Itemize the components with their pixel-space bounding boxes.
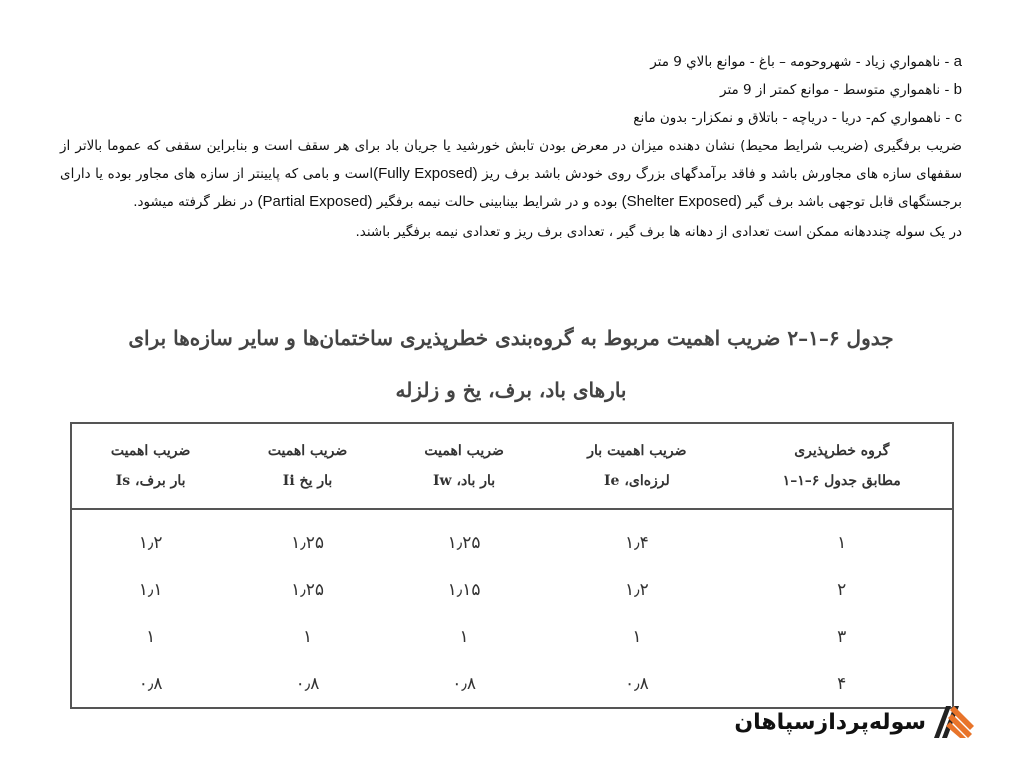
- header-wind-factor: ضریب اهمیت بار باد، Iw: [386, 423, 543, 509]
- table-cell: ۱٫۲۵: [291, 579, 324, 600]
- table-cell: ۱: [632, 626, 642, 647]
- content-text: [60, 48, 962, 246]
- table-cell: ۱٫۲: [625, 579, 649, 600]
- term-partial-exposed: (Partial Exposed): [257, 193, 373, 210]
- table-cell: ۱٫۱۵: [447, 579, 481, 600]
- table-cell: ۱٫۱: [138, 579, 163, 600]
- logo-stripes-icon: [932, 702, 976, 742]
- table-row: [71, 566, 953, 613]
- table-cell: ۳: [837, 626, 847, 647]
- table-row: [71, 509, 953, 566]
- table-caption-line2: بارهای باد، برف، یخ و زلزله: [395, 378, 627, 402]
- table-cell: ۲: [837, 579, 847, 600]
- table-cell: ۱: [459, 626, 469, 647]
- importance-factor-table: [70, 422, 954, 709]
- logo-text: سوله‌پردازسپاهان: [734, 709, 926, 735]
- table-cell: ۱٫۲: [138, 532, 163, 553]
- table-cell: ۱٫۲۵: [447, 532, 481, 553]
- exposure-paragraph: [60, 132, 962, 216]
- multi-span-note: در یک سوله چنددهانه ممکن است تعدادی از دهانه ها برف گیر ، تعدادی برف ریز و تعدادی نیمه برفگیر باشند.: [355, 224, 962, 240]
- importance-factor-table-figure: [66, 322, 956, 694]
- item-text: - ناهمواري زياد - شهروحومه – باغ - موانع بالاي 9 متر: [650, 54, 954, 70]
- table-cell: ۰٫۸: [452, 673, 476, 694]
- item-letter: c: [954, 109, 962, 126]
- paragraph-text: در نظر گرفته میشود.: [133, 194, 258, 210]
- table-cell: ۰٫۸: [625, 673, 649, 694]
- paragraph-text: بوده و در شرایط بینابینی حالت نیمه برفگیر: [372, 194, 622, 210]
- item-text: - ناهمواري كم- دريا - درياچه - باتلاق و نمكزار- بدون مانع: [633, 110, 955, 126]
- header-ice-factor: ضریب اهمیت بار یخ Ii: [229, 423, 386, 509]
- table-caption: جدول ۶–۱–۲ ضریب اهمیت مربوط به گروه‌بندی خطرپذیری ساختمان‌ها و سایر سازه‌ها برای: [128, 326, 894, 350]
- table-header-row: [71, 423, 953, 509]
- item-letter: b: [953, 81, 962, 98]
- header-risk-category: گروه خطرپذیری مطابق جدول ۶–۱–۱: [731, 423, 953, 509]
- term-fully-exposed: (Fully Exposed): [373, 165, 478, 182]
- table-row: [71, 613, 953, 660]
- table-cell: ۱٫۴: [625, 532, 649, 553]
- roughness-item-c: [60, 104, 962, 132]
- company-logo: [734, 700, 976, 744]
- table-cell: ۰٫۸: [295, 673, 320, 694]
- table-cell: ۱: [146, 626, 156, 647]
- table-cell: ۱: [837, 532, 847, 553]
- header-seismic-factor: ضریب اهمیت بار لرزه‌ای، Ie: [542, 423, 731, 509]
- paragraph-text: ضریب برفگیری (ضریب شرایط محیط) نشان دهنده میزان در معرض بودن تابش خورشید یا جریان باد برای هر سقف است و بنابراین سقفی که عموما بالاتر از سقفهای سازه های مجاورش باشد و فاقد برآمدگهای بزرگ روی خودش باشد برف ریز: [60, 138, 962, 182]
- roughness-item-a: [60, 48, 962, 76]
- table-cell: ۱: [302, 626, 313, 647]
- table-cell: ۰٫۸: [138, 673, 163, 694]
- term-shelter-exposed: (Shelter Exposed): [621, 193, 742, 210]
- header-snow-factor: ضریب اهمیت بار برف، Is: [71, 423, 229, 509]
- roughness-item-b: [60, 76, 962, 104]
- table-cell: ۱٫۲۵: [291, 532, 324, 553]
- item-letter: a: [953, 53, 962, 70]
- table-cell: ۴: [837, 673, 847, 694]
- item-text: - ناهمواري متوسط - موانع كمتر از 9 متر: [720, 82, 954, 98]
- paragraph-text: است و بامی که پایینتر از سازه های مجاور بوده یا دارای برجستگهای قابل توجهی باشد برف گیر: [60, 166, 962, 210]
